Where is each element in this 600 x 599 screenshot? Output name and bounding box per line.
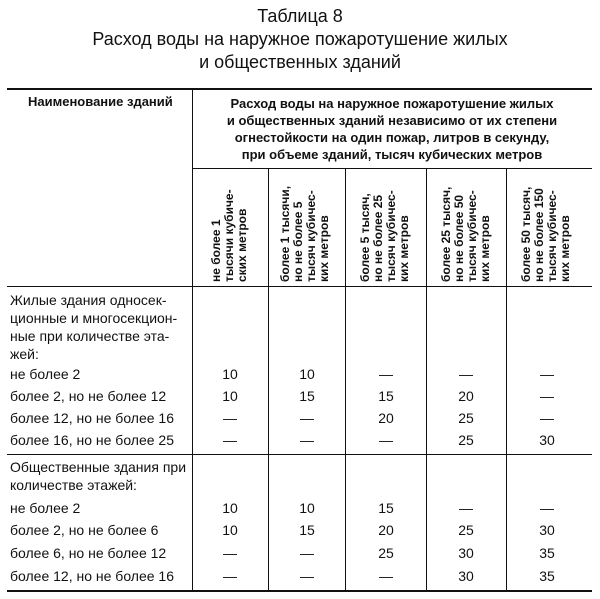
value-cell: — [540, 388, 554, 404]
value-cell: 25 [378, 545, 394, 561]
value-cell: 35 [539, 568, 555, 584]
title-line-2: Расход воды на наружное пожаротушение жилых [92, 29, 508, 49]
header-bottom-border [7, 286, 592, 287]
value-cell: 10 [222, 500, 238, 516]
header-divider [192, 168, 592, 169]
header-flow-line: и общественных зданий независимо от их степени [226, 113, 558, 128]
group-title-public: Общественные здания при количестве этажей: [10, 459, 187, 493]
row-label: более 12, но не более 16 [10, 568, 174, 584]
value-cell: — [300, 568, 314, 584]
title-line-1: Таблица 8 [257, 6, 343, 26]
value-cell: — [300, 545, 314, 561]
value-cell: — [379, 366, 393, 382]
value-cell: 30 [539, 432, 555, 448]
value-cell: — [223, 410, 237, 426]
value-cell: 35 [539, 545, 555, 561]
header-name-col: Наименование зданий [28, 94, 173, 109]
value-cell: 10 [299, 366, 315, 382]
value-cell: — [300, 410, 314, 426]
value-cell: 20 [378, 410, 394, 426]
column-divider-1 [192, 89, 193, 591]
value-cell: — [459, 500, 473, 516]
row-label: более 6, но не более 12 [10, 545, 167, 561]
value-cell: 15 [299, 388, 315, 404]
value-cell: 20 [458, 388, 474, 404]
value-cell: — [379, 432, 393, 448]
value-cell: 10 [222, 388, 238, 404]
title-line-3: и общественных зданий [199, 52, 401, 72]
value-cell: — [379, 568, 393, 584]
value-cell: — [459, 366, 473, 382]
value-cell: 25 [458, 410, 474, 426]
table-bottom-border [7, 590, 592, 592]
row-label: не более 2 [10, 500, 81, 516]
value-cell: — [540, 366, 554, 382]
value-cell: 15 [299, 522, 315, 538]
column-divider-4 [426, 168, 427, 591]
value-cell: — [300, 432, 314, 448]
value-cell: 30 [458, 545, 474, 561]
value-cell: 10 [222, 366, 238, 382]
value-cell: 30 [458, 568, 474, 584]
row-label: более 12, но не более 16 [10, 410, 174, 426]
header-flow-line: при объеме зданий, тысяч кубических метров [241, 147, 543, 162]
volume-col-header-1: не более 1 тысячи кубиче- ских метров [209, 189, 249, 282]
column-divider-3 [345, 168, 346, 591]
volume-col-header-5: более 50 тысяч, но не более 150 тысяч кубичес- ких метров [519, 186, 572, 282]
column-divider-2 [268, 168, 269, 591]
value-cell: 30 [539, 522, 555, 538]
value-cell: 10 [299, 500, 315, 516]
value-cell: 25 [458, 432, 474, 448]
row-label: более 16, но не более 25 [10, 432, 174, 448]
value-cell: 15 [378, 500, 394, 516]
value-cell: — [223, 545, 237, 561]
value-cell: — [540, 500, 554, 516]
group-divider [7, 454, 592, 455]
column-divider-5 [506, 168, 507, 591]
value-cell: 15 [378, 388, 394, 404]
group-title-residential: Жилые здания односек- ционные и многосекцион- ные при количестве эта- жей: [10, 292, 178, 362]
value-cell: 20 [378, 522, 394, 538]
volume-col-header-3: более 5 тысяч, но не более 25 тысяч кубичес- ких метров [358, 190, 411, 282]
row-label: более 2, но не более 12 [10, 388, 167, 404]
value-cell: — [223, 432, 237, 448]
value-cell: 10 [222, 522, 238, 538]
header-flow-line: Расход воды на наружное пожаротушение жилых [230, 96, 554, 111]
value-cell: — [540, 410, 554, 426]
volume-col-header-2: более 1 тысячи, но не более 5 тысяч кубичес- ких метров [278, 185, 331, 282]
table-top-border [7, 88, 592, 90]
volume-col-header-4: более 25 тысяч, но не более 50 тысяч кубичес- ких метров [439, 186, 492, 282]
row-label: более 2, но не более 6 [10, 522, 159, 538]
header-flow-line: огнестойкости на один пожар, литров в секунду, [234, 130, 550, 145]
value-cell: 25 [458, 522, 474, 538]
row-label: не более 2 [10, 366, 81, 382]
value-cell: — [223, 568, 237, 584]
